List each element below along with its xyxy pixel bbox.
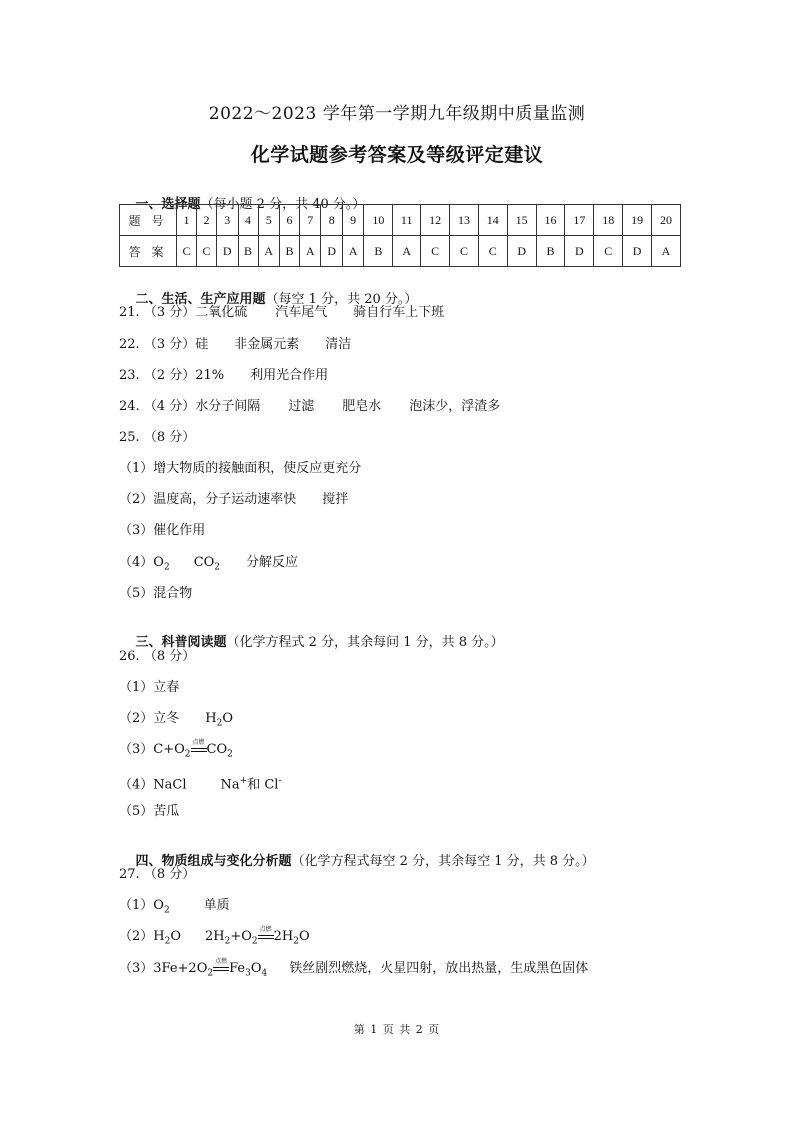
formula-text: （3）3Fe+2O [119,961,208,976]
answer-text: 过滤 [288,399,315,414]
question-number: 16 [536,205,565,236]
formula-superscript: - [278,776,282,786]
formula-text: 2H [205,929,225,944]
answer-cell: B [364,236,393,267]
question-number: 5 [258,205,279,236]
formula-subscript: 2 [163,905,170,916]
answer-line-22 [119,336,351,354]
answer-26-1: （1）立春 [119,680,180,695]
formula-text: O [222,711,234,726]
answer-cell: B [279,236,299,267]
formula-text: H [205,711,217,726]
formula-subscript: 2 [251,936,258,947]
formula-subscript: 2 [293,936,299,947]
answer-cell: C [450,236,479,267]
condition-text: 点燃 [215,958,228,965]
question-number: 11 [393,205,421,236]
answer-26-2 [119,710,233,733]
answer-text: 硅 [195,337,209,352]
answer-line-27 [119,866,195,884]
question-number-label: 21. [119,305,140,320]
answer-27-2 [119,928,310,951]
score-label: （3 分） [143,305,196,320]
question-number: 20 [652,205,681,236]
answer-text: 利用光合作用 [250,368,329,383]
table-row-answers [120,236,681,267]
answer-cell: C [478,236,507,267]
answer-text: 分解反应 [246,555,299,570]
answer-25-5: （5）混合物 [119,586,193,601]
question-number: 6 [279,205,299,236]
formula-subscript: 2 [216,718,223,729]
reaction-condition [191,741,207,759]
section-1-note: （每小题 2 分，共 40 分。） [200,197,366,212]
condition-text: 点燃 [192,739,205,746]
answer-text: 二氧化硫 [195,305,248,320]
answer-line-25 [119,429,195,447]
answer-line-21 [119,304,444,322]
answer-line-23 [119,367,328,385]
formula-text: O [299,929,310,944]
reaction-condition [258,928,274,946]
answer-text: 肥皂水 [342,399,382,414]
answer-cell: A [393,236,421,267]
reaction-condition [213,960,229,978]
formula-text: （2）H [119,929,165,944]
answer-table [119,204,681,267]
answer-line-24 [119,398,500,416]
formula-subscript: 3 [245,968,251,979]
question-number-label: 22. [119,337,140,352]
part-label: （4）NaCl [119,777,187,793]
question-number-label: 23. [119,368,140,383]
formula-text: Na [220,777,240,793]
question-number: 10 [364,205,393,236]
question-number-label: 27. [119,867,140,882]
question-number: 4 [238,205,258,236]
question-number: 8 [321,205,342,236]
answer-cell: A [258,236,279,267]
answer-text: 搅拌 [322,492,349,507]
formula-text: +O [230,929,252,944]
formula-subscript: 2 [163,562,170,573]
formula-subscript: 2 [184,749,191,760]
condition-text: 点燃 [259,926,272,933]
question-number: 9 [342,205,363,236]
formula-text: CO [206,742,228,757]
answer-key-title: 化学试题参考答案及等级评定建议 [250,144,544,166]
answer-text: 单质 [203,898,230,913]
formula-subscript: 4 [261,968,268,979]
part-label: （3） [119,742,154,757]
section-1-title: 一、选择题 [135,197,201,212]
formula-text: O [170,929,182,944]
score-label: （8 分） [143,649,196,664]
answer-cell: C [197,236,217,267]
answer-cell: D [217,236,238,267]
part-label: （4） [119,555,154,570]
question-number: 17 [565,205,594,236]
answer-text: 水分子间隔 [195,399,261,414]
answer-cell: D [565,236,594,267]
formula-text: （1）O [119,898,164,913]
question-number: 1 [177,205,197,236]
answer-text: 汽车尾气 [275,305,328,320]
answer-cell: A [342,236,363,267]
answer-cell: B [536,236,565,267]
formula-text: C+O [153,742,185,757]
answer-cell: C [594,236,623,267]
formula-text: Fe [229,961,246,976]
answer-cell: D [623,236,652,267]
score-label: （8 分） [143,430,196,445]
answer-cell: C [177,236,197,267]
question-number: 19 [623,205,652,236]
answer-25-4 [119,554,298,577]
question-number: 3 [217,205,238,236]
section-3-title: 三、科普阅读题 [135,635,227,650]
formula-text: 2H [273,929,294,944]
answer-text: 泡沫少，浮渣多 [409,399,501,414]
formula-text: O [250,961,262,976]
formula-subscript: 2 [214,562,221,573]
formula-subscript: 2 [164,936,171,947]
answer-text: 21% [195,368,225,383]
answer-text: 骑自行车上下班 [353,305,445,320]
exam-title: 2022～2023 学年第一学期九年级期中质量监测 [208,104,586,124]
question-number-label: 26. [119,649,140,664]
answer-26-5: （5）苦瓜 [119,804,180,819]
section-2-note: （每空 1 分，共 20 分。） [265,292,418,307]
question-number-label: 25. [119,430,140,445]
answer-text: 非金属元素 [234,337,300,352]
question-number: 12 [421,205,450,236]
table-row-numbers [120,205,681,236]
answer-text: 铁丝剧烈燃烧，火星四射，放出热量，生成黑色固体 [289,961,589,976]
formula-subscript: 2 [224,936,231,947]
section-2-title: 二、生活、生产应用题 [135,292,266,307]
question-number: 2 [197,205,217,236]
formula-subscript: 2 [227,749,233,760]
score-label: （4 分） [143,399,196,414]
section-4-note: （化学方程式每空 2 分，其余每空 1 分，共 8 分。） [291,854,595,869]
question-number: 7 [300,205,321,236]
score-label: （8 分） [143,867,196,882]
answer-cell: D [321,236,342,267]
formula-text: 和 Cl [247,777,279,793]
section-4-title: 四、物质组成与变化分析题 [135,854,292,869]
answer-cell: A [652,236,681,267]
answer-25-3: （3）催化作用 [119,523,206,538]
row-label-number: 题 号 [120,205,177,236]
answer-cell: D [507,236,536,267]
answer-text: （2）温度高，分子运动速率快 [119,492,297,507]
formula-subscript: 2 [207,968,214,979]
score-label: （3 分） [143,337,196,352]
answer-cell: B [238,236,258,267]
part-label: （2）立冬 [119,711,180,726]
answer-text: 清洁 [325,337,352,352]
formula-text: CO [193,555,215,570]
answer-line-26 [119,648,195,666]
section-3-note: （化学方程式 2 分，其余每问 1 分，共 8 分。） [226,635,504,650]
question-number: 14 [478,205,507,236]
answer-25-1: （1）增大物质的接触面积，使反应更充分 [119,461,362,476]
answer-25-2 [119,491,348,509]
question-number-label: 24. [119,399,140,414]
score-label: （2 分） [143,368,196,383]
question-number: 18 [594,205,623,236]
answer-27-1 [119,897,230,920]
answer-cell: C [421,236,450,267]
question-number: 13 [450,205,479,236]
row-label-answer: 答 案 [120,236,177,267]
formula-text: O [153,555,164,570]
formula-superscript: + [239,776,248,786]
page-footer: 第 1 页 共 2 页 [353,1023,441,1036]
answer-26-3 [119,741,233,764]
question-number: 15 [507,205,536,236]
answer-cell: A [300,236,321,267]
answer-26-4 [119,772,282,794]
answer-27-3 [119,960,588,983]
